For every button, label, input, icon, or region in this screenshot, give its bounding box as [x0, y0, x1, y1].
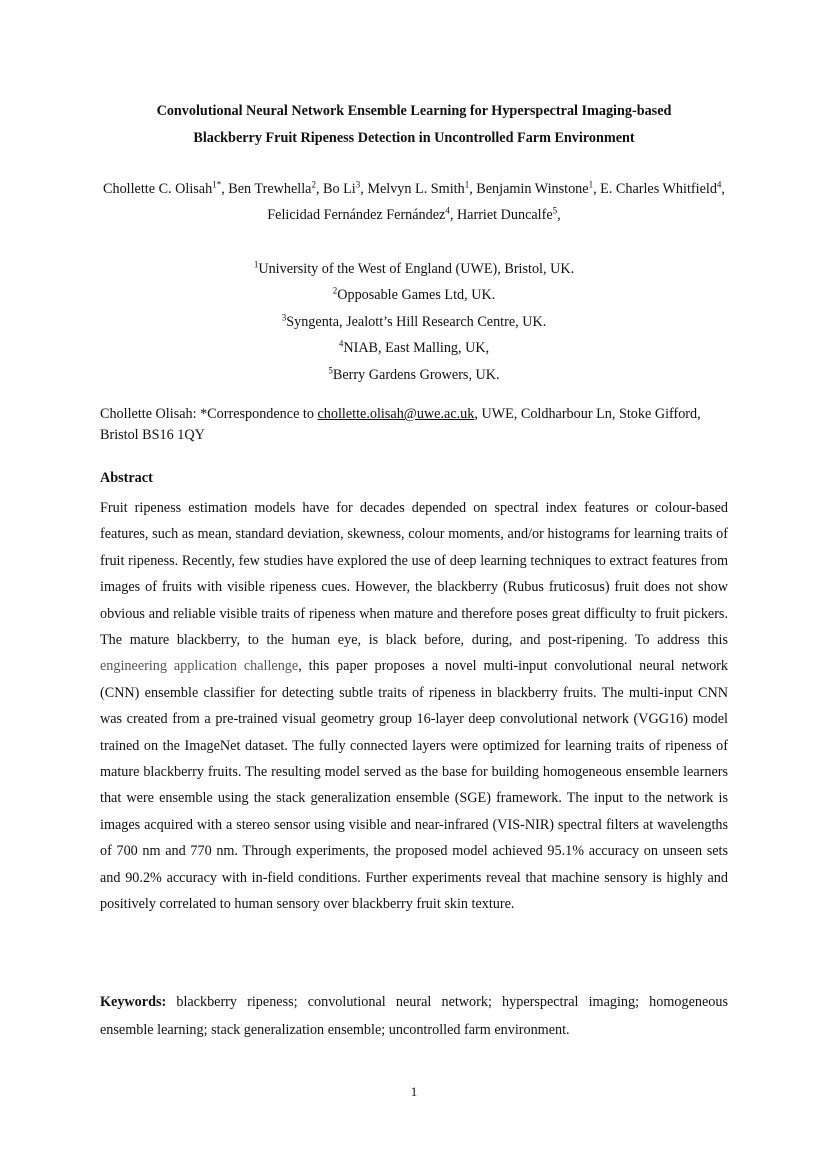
author: Bo Li$^3$	[323, 179, 361, 197]
keywords	[100, 988, 728, 1044]
title-line-2: Blackberry Fruit Ripeness Detection in Uncontrolled Farm Environment	[193, 130, 635, 146]
affiliation: $^1$University of the West of England (UWE), Bristol, UK.	[253, 259, 575, 277]
affiliation: $^5$Berry Gardens Growers, UK.	[328, 364, 500, 383]
author: E. Charles Whitfield$^4$	[600, 179, 722, 197]
keywords-text: blackberry ripeness; convolutional neural network; hyperspectral imaging; homogeneous ensemble learning; stack generalization ensemble; uncontrolled farm environment.	[100, 994, 728, 1038]
author: Benjamin Winstone$^1$	[476, 179, 594, 197]
author: Felicidad Fernández Fernández$^4$	[267, 205, 450, 223]
page-number: 1	[410, 1084, 418, 1099]
affiliation: $^3$Syngenta, Jealott’s Hill Research Centre, UK.	[281, 312, 547, 330]
title-line-1: Convolutional Neural Network Ensemble Learning for Hyperspectral Imaging-based	[156, 103, 672, 119]
author: Harriet Duncalfe$^5$	[456, 205, 558, 223]
paper-title	[100, 98, 728, 152]
abstract-body: Fruit ripeness estimation models have for decades depended on spectral index features or colour-based features, such as mean, standard deviation, skewness, colour moments, and/or histograms for learning traits of fruit ripeness. Recently, few studies have explored the use of deep learning techniques to extract features from images of fruits with visible ripeness cues. However, the blackberry (Rubus fruticosus) fruit does not show obvious and reliable visible traits of ripeness when mature and therefore poses great difficulty to fruit pickers. The mature blackberry, to the human eye, is black before, during, and post-ripening. To address this engineering application challenge, this paper proposes a novel multi-input convolutional neural network (CNN) ensemble classifier for detecting subtle traits of ripeness in blackberry fruits. The multi-input CNN was created from a pre-trained visual geometry group 16-layer deep convolutional network (VGG16) model trained on the ImageNet dataset. The fully connected layers were optimized for learning traits of ripeness of mature blackberry fruits. The resulting model served as the base for building homogeneous ensemble learners that were ensemble using the stack generalization ensemble (SGE) framework. The input to the network is images acquired with a stereo sensor using visible and near-infrared (VIS-NIR) spectral filters at wavelengths of 700 nm and 770 nm. Through experiments, the proposed model achieved 95.1% accuracy on unseen sets and 90.2% accuracy with in-field conditions. Further experiments reveal that machine sensory is highly and positively correlated to human sensory over blackberry fruit skin texture.	[100, 500, 729, 913]
affiliation: $^4$NIAB, East Malling, UK,	[338, 338, 490, 357]
affiliation: $^2$Opposable Games Ltd, UK.	[332, 285, 496, 304]
author: Ben Trewhella$^2$	[228, 179, 316, 197]
correspondence: Chollette Olisah: *Correspondence to chollette.olisah@uwe.ac.uk, UWE, Coldharbour Ln, Stoke Gifford, Bristol BS16 1QY	[100, 406, 701, 443]
author: Chollette C. Olisah$^{1*}$	[103, 179, 222, 197]
author-list: Chollette C. Olisah$^{1*}$, Ben Trewhella$^2$, Bo Li$^3$, Melvyn L. Smith$^1$, Benjamin Winstone$^1$, E. Charles Whitfield$^4$, Felicidad Fernández Fernández$^4$, Harriet Duncalfe$^5$,	[103, 179, 725, 223]
affiliation-list	[100, 256, 728, 388]
keywords-label: Keywords:	[100, 994, 167, 1010]
correspondence-email-link[interactable]: chollette.olisah@uwe.ac.uk	[317, 406, 475, 422]
author: Melvyn L. Smith$^1$	[367, 179, 470, 197]
abstract-heading: Abstract	[100, 470, 153, 486]
abstract-highlight: engineering application challenge	[100, 658, 299, 675]
